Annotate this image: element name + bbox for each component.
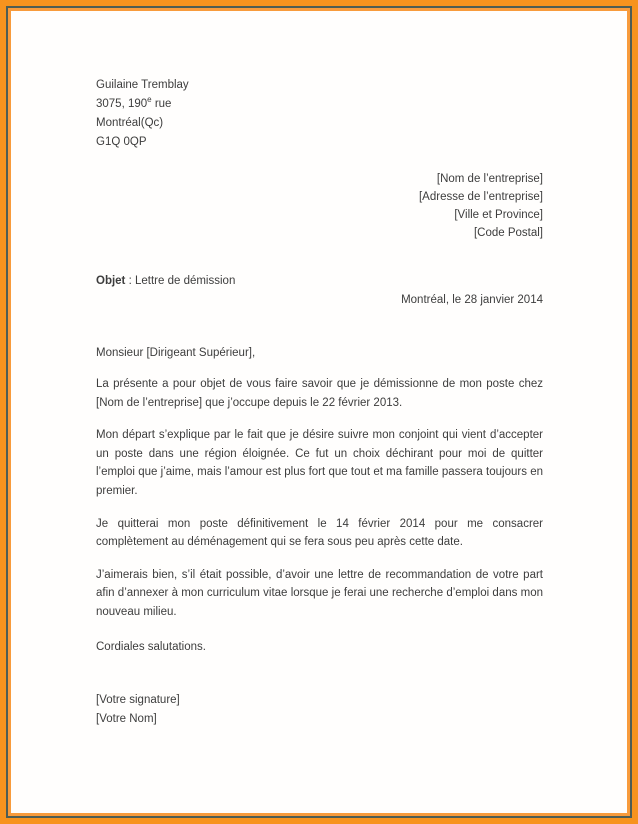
- sender-address-block: [96, 76, 543, 152]
- sender-name: Guilaine Tremblay: [96, 79, 189, 91]
- sender-postal-code: G1Q 0QP: [96, 136, 147, 148]
- paragraph-departure-date: Je quitterai mon poste définitivement le 14 février 2014 pour me consacrer complètement au déménagement qui se fera sous peu après cette date.: [96, 517, 543, 549]
- sender-street: [96, 95, 543, 114]
- signature-placeholder: [Votre signature]: [96, 693, 180, 706]
- subject-text: : Lettre de démission: [125, 275, 236, 287]
- sender-street-number: 3075, 190: [96, 98, 148, 110]
- name-placeholder: [Votre Nom]: [96, 712, 157, 725]
- sender-street-name: rue: [151, 98, 172, 110]
- salutation: Monsieur [Dirigeant Supérieur],: [96, 347, 256, 359]
- date-line: Montréal, le 28 janvier 2014: [401, 294, 543, 306]
- sender-street-ordinal: e: [147, 95, 152, 105]
- sender-city: Montréal(Qc): [96, 117, 164, 129]
- recipient-company-name: [Nom de l’entreprise]: [436, 173, 543, 185]
- recipient-company-address: [Adresse de l’entreprise]: [418, 191, 543, 203]
- recipient-city-province: [Ville et Province]: [454, 209, 543, 221]
- paragraph-reason: Mon départ s’explique par le fait que je désire suivre mon conjoint qui vient d’accepter un poste dans une région éloignée. Ce fut un choix déchirant pour moi de quitter l’emploi que j’aime, mais l’amour est plus fort que tout et ma famille passera toujours en premier.: [96, 429, 543, 497]
- subject-line: [96, 272, 543, 291]
- paragraph-recommendation-request: J’aimerais bien, s’il était possible, d’avoir une lettre de recommandation de votre part afin d’annexer à mon curriculum vitae lorsque je ferai une recherche d’emploi dans mon nouveau milieu.: [96, 568, 543, 618]
- subject-label: Objet: [96, 275, 126, 287]
- paragraph-resignation-statement: La présente a pour objet de vous faire savoir que je démissionne de mon poste chez [Nom de l’entreprise] que j’occupe depuis le 22 février 2013.: [96, 378, 543, 409]
- signature-block: [96, 691, 543, 729]
- recipient-address-block: [96, 170, 543, 242]
- recipient-postal-code: [Code Postal]: [473, 227, 543, 239]
- closing-salutation: Cordiales salutations.: [96, 640, 206, 653]
